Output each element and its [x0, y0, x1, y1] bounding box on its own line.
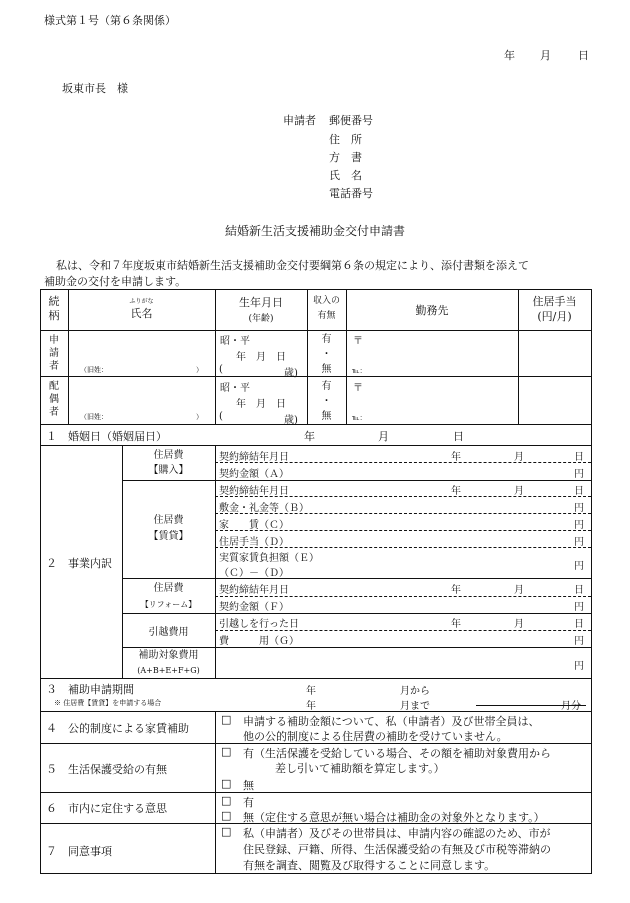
purchase-month: 月: [514, 452, 524, 463]
applicant-income: 有 ・ 無: [321, 334, 332, 375]
total-category: 補助対象費用 (A+B+E+F+G): [137, 650, 200, 675]
burden-e-yen: 円: [574, 561, 584, 572]
total-yen: 円: [574, 661, 584, 672]
rent-subsidy-label: ４ 公的制度による家賃補助: [46, 722, 189, 735]
applicant-age-close: 歳): [284, 368, 298, 379]
purchase-amount-yen: 円: [574, 469, 584, 480]
applicant-ymd: 年 月 日: [236, 352, 286, 363]
details-label: ２ 事業内訳: [46, 557, 112, 570]
period-note: ※ 住居費【賃貸】を申請する場合: [54, 699, 162, 707]
spouse-age-open: (: [219, 411, 223, 422]
reform-amount-label: 契約金額（Ｆ）: [219, 602, 289, 613]
purchase-category: 住居費 【購入】: [148, 450, 189, 476]
spouse-income: 有 ・ 無: [321, 381, 332, 422]
date-day: 日: [578, 49, 589, 62]
allowance-d-label: 住居手当（Ｄ）: [219, 537, 289, 548]
reform-amount-yen: 円: [574, 602, 584, 613]
rent-month: 月: [514, 486, 524, 497]
period-to-year: 年: [306, 701, 316, 712]
reform-day: 日: [574, 585, 584, 596]
applicant-role: 申請者: [283, 114, 316, 127]
period-label: ３ 補助申請期間: [46, 683, 134, 696]
postal-label: 郵便番号: [329, 114, 373, 127]
welfare-no-checkbox[interactable]: □: [221, 777, 232, 790]
applicant-era: 昭・平: [220, 336, 250, 347]
welfare-yes-checkbox[interactable]: □: [221, 745, 232, 758]
consent-text-3: 有無を調査、閲覧及び取得することに同意します。: [243, 859, 496, 872]
reform-year: 年: [451, 585, 461, 596]
intro-line-2: 補助金の交付を申請します。: [44, 275, 187, 288]
name-label: 氏 名: [329, 169, 362, 182]
marriage-date-label: １ 婚姻日（婚姻届日）: [46, 430, 167, 443]
spouse-postal-mark: 〒: [353, 383, 363, 394]
welfare-yes-text-2: 差し引いて補助額を算定します。）: [275, 762, 445, 775]
settle-label: ６ 市内に定住する意思: [46, 802, 167, 815]
consent-text-1: 私（申請者）及びその世帯員は、申請内容の確認のため、市が: [243, 827, 551, 840]
row-spouse-relation: 配 偶 者: [49, 381, 59, 418]
row-applicant-relation: 申 請 者: [49, 335, 59, 372]
period-from-year: 年: [306, 686, 316, 697]
addressee: 坂東市長 様: [62, 82, 128, 95]
katagaki-label: 方 書: [329, 151, 362, 164]
moving-cost-label: 費 用（Ｇ）: [219, 636, 299, 647]
applicant-old-close: ）: [196, 366, 203, 374]
form-number: 様式第１号（第６条関係）: [44, 14, 176, 27]
header-work: 勤務先: [415, 304, 449, 317]
moving-date-label: 引越しを行った日: [219, 619, 299, 630]
period-to: 月まで: [400, 701, 430, 712]
purchase-day: 日: [574, 452, 584, 463]
deposit-yen: 円: [574, 503, 584, 514]
marriage-year: 年: [304, 430, 315, 443]
rent-subsidy-text-1: 申請する補助金額について、私（申請者）及び世帯全員は、: [243, 715, 540, 728]
applicant-tel: ℡：: [352, 367, 367, 375]
settle-no-text: 無（定住する意思が無い場合は補助金の対象外となります。）: [243, 811, 545, 824]
header-name: 氏名: [130, 307, 153, 320]
consent-text-2: 住民登録、戸籍、所得、生活保護受給の有無及び市税等滞納の: [243, 843, 551, 856]
header-income: 収入の 有無: [312, 296, 340, 321]
consent-checkbox[interactable]: □: [221, 825, 232, 838]
applicant-old-surname: （旧姓：: [80, 366, 108, 374]
rent-subsidy-checkbox[interactable]: □: [221, 713, 232, 726]
header-age: (年齢): [248, 314, 274, 324]
rent-contract-date-label: 契約締結年月日: [219, 486, 289, 497]
welfare-label: ５ 生活保護受給の有無: [46, 763, 167, 776]
applicant-postal-mark: 〒: [353, 336, 363, 347]
spouse-old-close: ）: [196, 413, 203, 421]
period-from: 月から: [400, 686, 430, 697]
header-relation: 続 柄: [48, 295, 60, 322]
spouse-old-surname: （旧姓：: [80, 413, 108, 421]
rent-c-label: 家 賃（Ｃ）: [219, 520, 289, 531]
applicant-age-open: (: [219, 364, 223, 375]
purchase-contract-date-label: 契約締結年月日: [219, 452, 289, 463]
rent-c-yen: 円: [574, 520, 584, 531]
spouse-age-close: 歳): [284, 415, 298, 426]
moving-month: 月: [514, 619, 524, 630]
rent-category: 住居費 【賃貸】: [148, 515, 189, 542]
reform-category: 住居費 【リフォーム】: [140, 583, 197, 609]
allowance-d-yen: 円: [574, 537, 584, 548]
document-title: 結婚新生活支援補助金交付申請書: [224, 224, 405, 238]
burden-e-label-1: 実質家賃負担額（Ｅ）: [219, 553, 319, 564]
rent-year: 年: [451, 486, 461, 497]
address-label: 住 所: [329, 133, 362, 146]
welfare-no-text: 無: [243, 779, 254, 792]
marriage-month: 月: [378, 430, 389, 443]
spouse-tel: ℡：: [352, 414, 367, 422]
date-month: 月: [540, 49, 551, 62]
rent-day: 日: [574, 486, 584, 497]
reform-month: 月: [514, 585, 524, 596]
header-furigana: ふりがな: [129, 298, 154, 305]
welfare-yes-text: 有（生活保護を受給している場合、その額を補助対象費用から: [243, 747, 551, 760]
header-birth: 生年月日: [239, 296, 283, 309]
rent-subsidy-text-2: 他の公的制度による住居費の補助を受けていません。: [243, 730, 508, 743]
consent-label: ７ 同意事項: [46, 845, 112, 858]
purchase-amount-label: 契約金額（Ａ）: [219, 469, 289, 480]
deposit-label: 敷金・礼金等（Ｂ）: [219, 503, 309, 514]
moving-cost-yen: 円: [574, 636, 584, 647]
settle-no-checkbox[interactable]: □: [221, 809, 232, 822]
reform-contract-date-label: 契約締結年月日: [219, 585, 289, 596]
purchase-year: 年: [451, 452, 461, 463]
spouse-era: 昭・平: [220, 383, 250, 394]
marriage-day: 日: [453, 430, 464, 443]
moving-category: 引越費用: [148, 627, 189, 638]
settle-yes-text: 有: [243, 796, 254, 809]
moving-day: 日: [574, 619, 584, 630]
header-allowance: 住居手当 (円/月): [532, 295, 577, 323]
spouse-ymd: 年 月 日: [236, 399, 286, 410]
intro-line-1: 私は、令和７年度坂東市結婚新生活支援補助金交付要綱第６条の規定により、添付書類を添えて: [56, 259, 529, 272]
date-year: 年: [504, 49, 515, 62]
period-months: 月分: [561, 701, 581, 712]
moving-year: 年: [451, 619, 461, 630]
settle-yes-checkbox[interactable]: □: [221, 794, 232, 807]
burden-e-label-2: （Ｃ）－（Ｄ）: [219, 568, 289, 579]
phone-label: 電話番号: [329, 187, 373, 200]
